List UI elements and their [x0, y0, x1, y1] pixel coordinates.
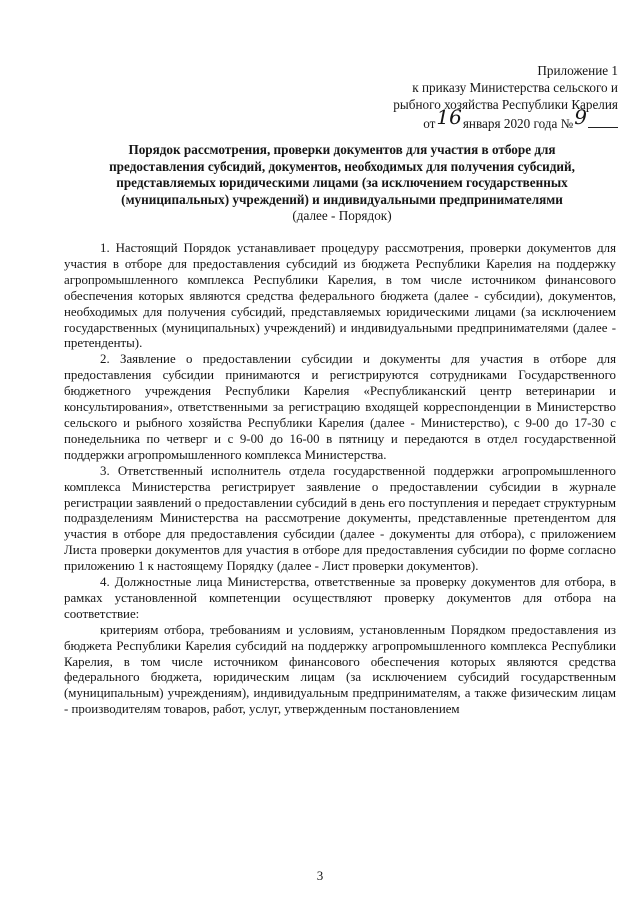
paragraph-5: критериям отбора, требованиям и условиям, установленным Порядком предоставления из бюджета Республики Карелия субсидий на поддержку агропромышленного комплекса Республики Карелия, в том числе источником финансового обеспечения которых являются средства федерального бюджета, юридическим лицам (за исключением субсидий государственным (муниципальным) учреждениям), индивидуальным предпринимателям, а также физическим лицам - производителям товаров, работ, услуг, утвержденным постановлением	[64, 622, 616, 717]
title-line-2: предоставления субсидий, документов, необходимых для получения субсидий,	[109, 158, 575, 174]
appendix-order-ref-line1: к приказу Министерства сельского и	[412, 80, 618, 95]
page-number: 3	[316, 868, 324, 883]
appendix-date-line	[318, 105, 618, 132]
paragraph-3: 3. Ответственный исполнитель отдела государственной поддержки агропромышленного комплекса Министерства регистрирует заявление о предоставлении субсидии в журнале регистрации заявлений о предоставлении субсидий в день его поступления и передает структурным подразделениям Министерства на рассмотрение документы, представленные претендентом для участия в отборе для предоставления субсидии (далее - документы для отбора), с приложением Листа проверки документов для участия в отборе для предоставления субсидии по форме согласно приложению 1 к настоящему Порядку (далее - Лист проверки документов).	[64, 463, 616, 574]
handwritten-number: 9	[574, 105, 587, 129]
appendix-header	[318, 62, 618, 132]
document-body	[64, 241, 616, 718]
title-subtitle: (далее - Порядок)	[292, 208, 392, 224]
title-line-3: представляемых юридическими лицами (за исключением государственных	[116, 175, 568, 191]
date-suffix: января 2020 года №	[462, 116, 574, 131]
appendix-label: Приложение 1	[537, 63, 618, 78]
title-line-4: (муниципальных) учреждений) и индивидуальными предпринимателями	[121, 191, 563, 207]
appendix-order-ref-line2: рыбного хозяйства Республики Карелия	[393, 97, 618, 112]
paragraph-4: 4. Должностные лица Министерства, ответственные за проверку документов для отбора, в рамках установленной компетенции осуществляют проверку документов для отбора на соответствие:	[64, 575, 616, 621]
date-prefix: от	[423, 116, 436, 131]
paragraph-1: 1. Настоящий Порядок устанавливает процедуру рассмотрения, проверки документов для участия в отборе для предоставления субсидий из бюджета Республики Карелия на поддержку агропромышленного комплекса Республики Карелия, в том числе источником финансового обеспечения которых являются средства федерального бюджета (далее - субсидии), документов, необходимых для получения субсидий, представляемых юридическими лицами (за исключением государственных (муниципальных) учреждений) и индивидуальными предпринимателями (далее - претенденты).	[64, 241, 616, 351]
document-title	[72, 142, 612, 225]
paragraph-2: 2. Заявление о предоставлении субсидии и документы для участия в отборе для предоставления субсидии принимаются и регистрируются сотрудниками Государственного бюджетного учреждения Республики Карелия «Республиканский центр ветеринарии и консультирования», ответственными за регистрацию входящей корреспонденции в Министерство сельского и рыбного хозяйства Республики Карелия (далее - Министерство), с 9-00 до 17-30 с понедельника по четверг и с 9-00 до 16-00 в пятницу и передаются в отдел государственной поддержки агропромышленного комплекса Министерства.	[64, 352, 616, 462]
handwritten-day: 16	[436, 105, 462, 129]
number-underline	[588, 115, 618, 128]
title-line-1: Порядок рассмотрения, проверки документов для участия в отборе для	[128, 142, 556, 157]
